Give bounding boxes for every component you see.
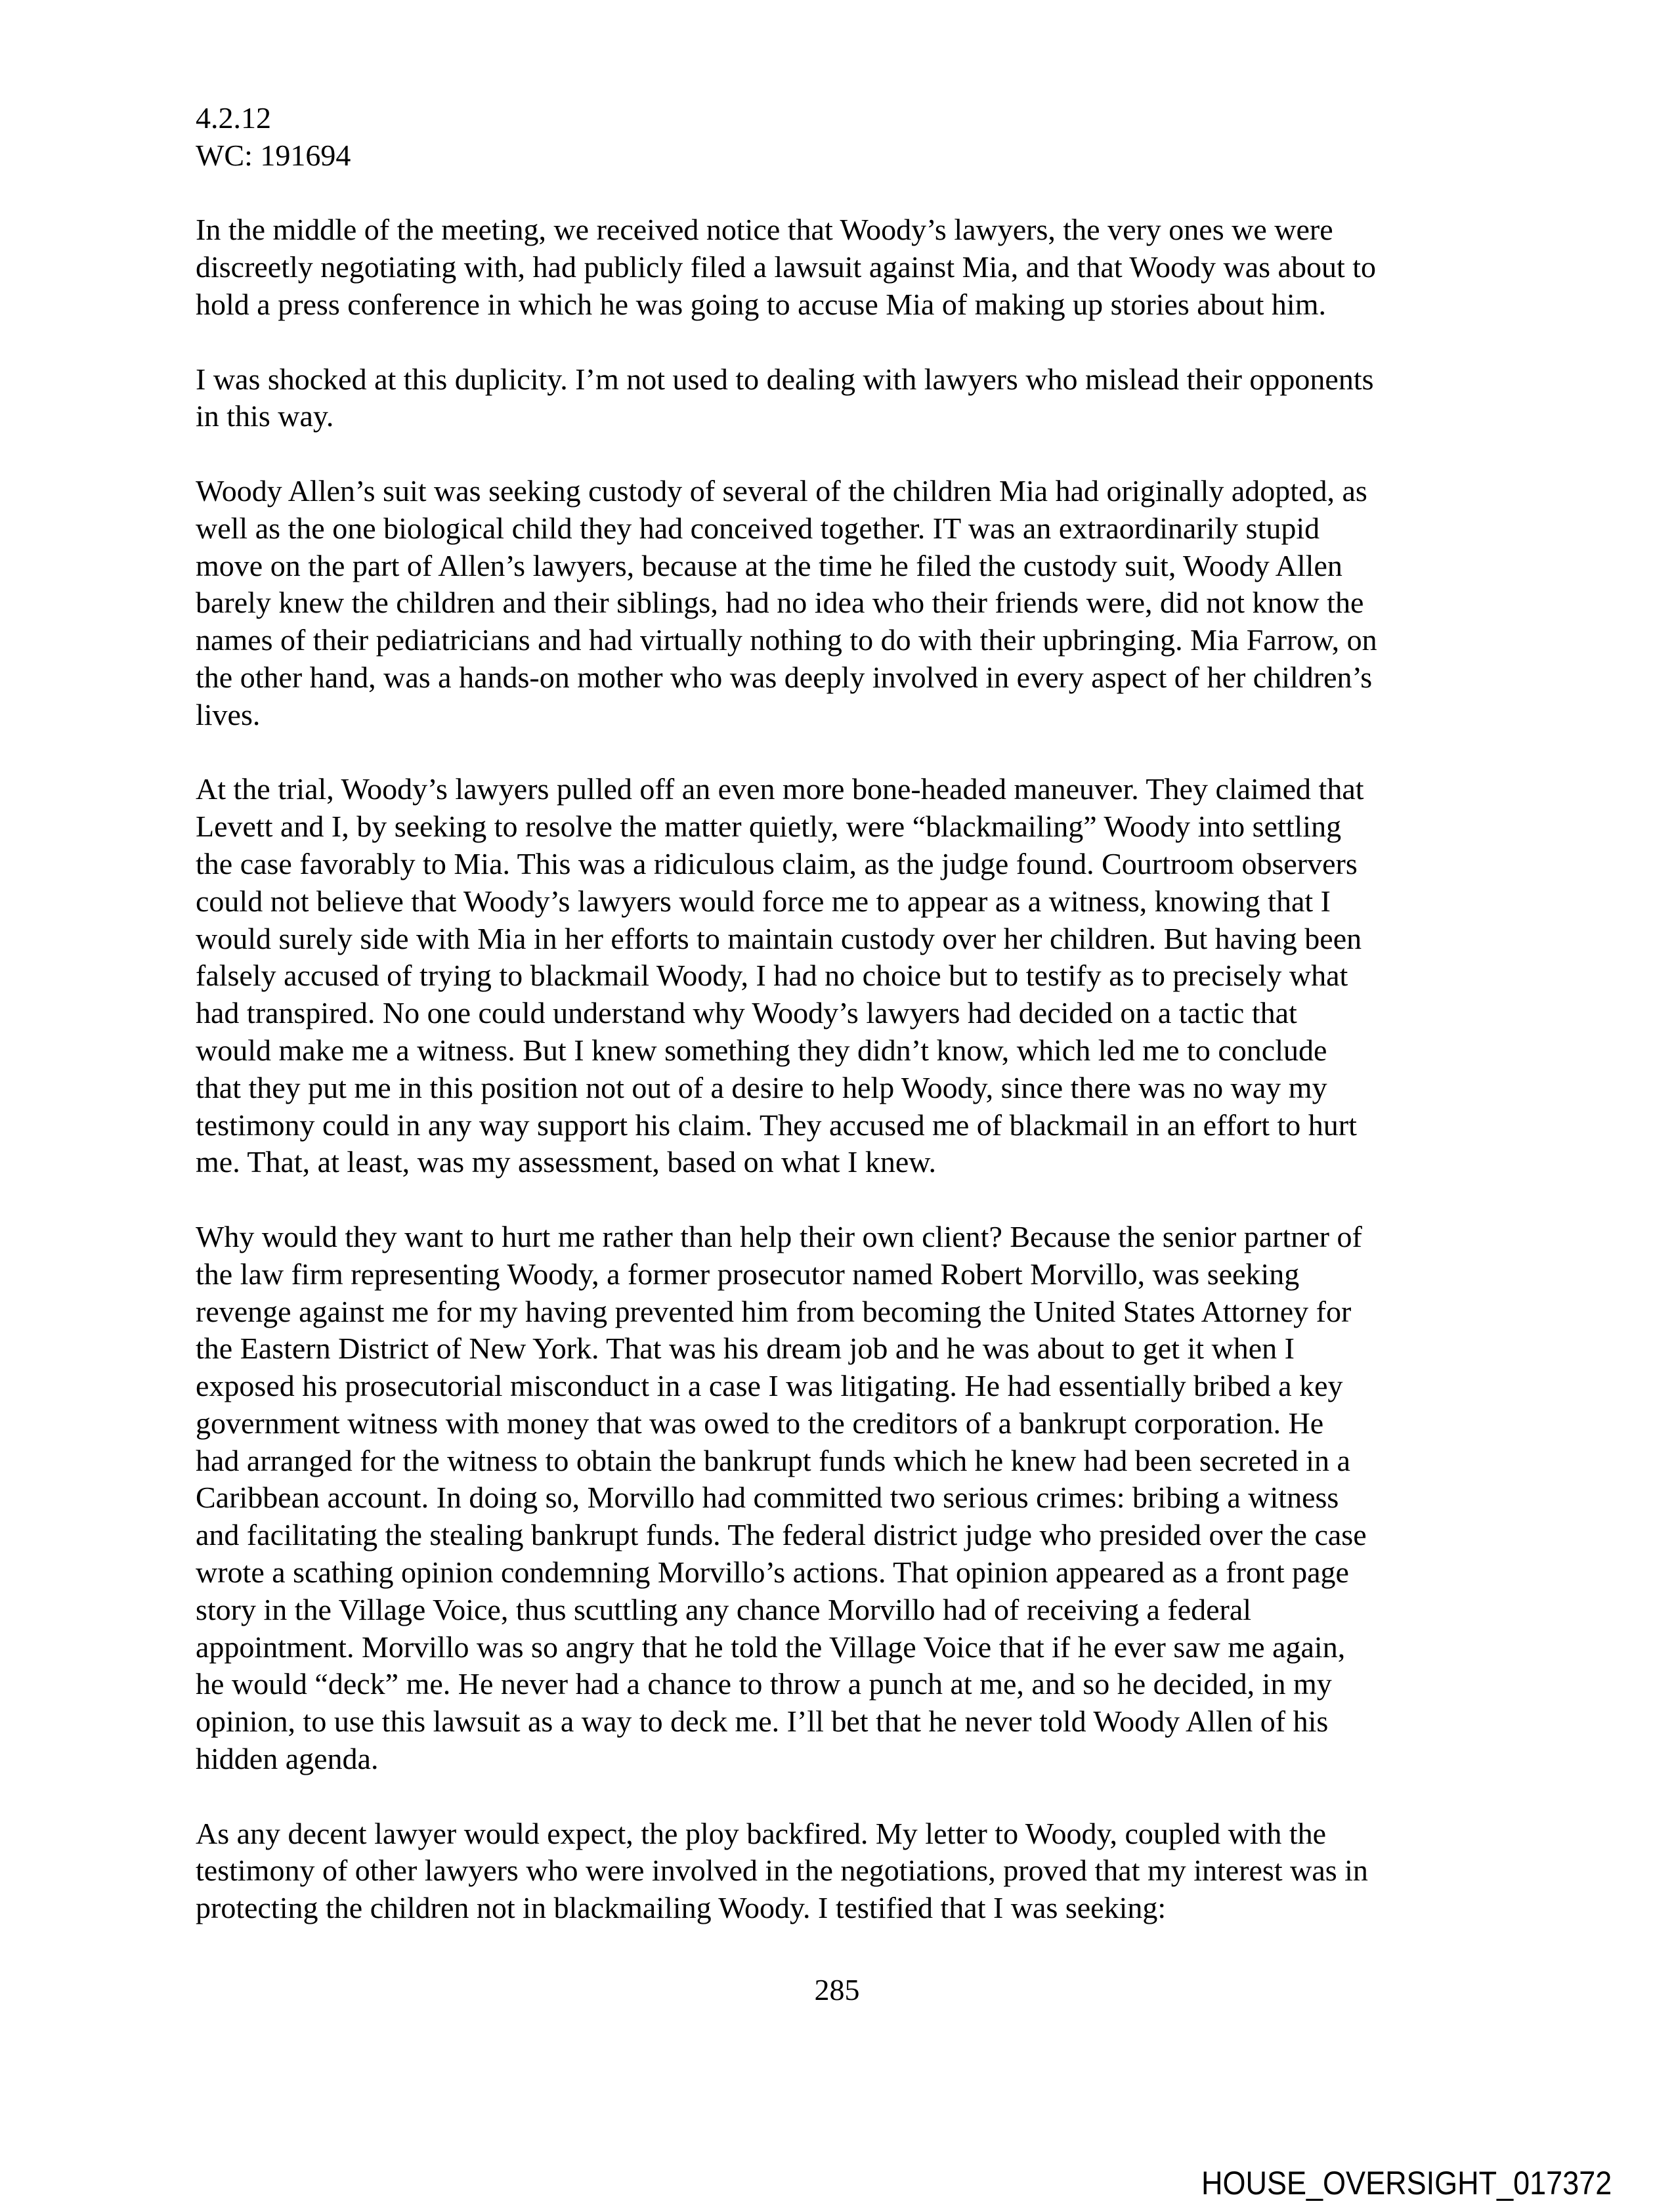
text-line: falsely accused of trying to blackmail Woody, I had no choice but to testify as to precisely what — [196, 959, 1348, 993]
document-header — [196, 100, 1482, 175]
text-line: story in the Village Voice, thus scuttling any chance Morvillo had of receiving a federal — [196, 1592, 1252, 1626]
text-line: would surely side with Mia in her efforts to maintain custody over her children. But having been — [196, 921, 1362, 955]
text-line: had transpired. No one could understand why Woody’s lawyers had decided on a tactic that — [196, 996, 1297, 1030]
text-line: In the middle of the meeting, we received notice that Woody’s lawyers, the very ones we were — [196, 213, 1333, 247]
paragraph — [196, 473, 1482, 734]
text-line: and facilitating the stealing bankrupt funds. The federal district judge who presided over the case — [196, 1518, 1367, 1552]
paragraphs — [196, 211, 1482, 1927]
text-line: exposed his prosecutorial misconduct in a case I was litigating. He had essentially bribed a key — [196, 1369, 1343, 1403]
paragraph — [196, 771, 1482, 1181]
text-line: protecting the children not in blackmailing Woody. I testified that I was seeking: — [196, 1891, 1167, 1925]
paragraph — [196, 1815, 1482, 1927]
bates-number: HOUSE_OVERSIGHT_017372 — [1201, 2165, 1612, 2201]
text-line: revenge against me for my having prevented him from becoming the United States Attorney for — [196, 1294, 1352, 1328]
text-line: the Eastern District of New York. That was his dream job and he was about to get it when I — [196, 1332, 1295, 1366]
text-line: Caribbean account. In doing so, Morvillo had committed two serious crimes: bribing a witness — [196, 1481, 1339, 1515]
text-line: had arranged for the witness to obtain the bankrupt funds which he knew had been secreted in a — [196, 1443, 1350, 1477]
text-line: I was shocked at this duplicity. I’m not used to dealing with lawyers who mislead their opponents — [196, 362, 1374, 396]
text-line: in this way. — [196, 399, 334, 433]
text-line: Why would they want to hurt me rather than help their own client? Because the senior partner of — [196, 1219, 1362, 1253]
word-count-line: WC: 191694 — [196, 138, 351, 172]
text-line: As any decent lawyer would expect, the ploy backfired. My letter to Woody, coupled with the — [196, 1816, 1327, 1850]
text-line: appointment. Morvillo was so angry that he told the Village Voice that if he ever saw me again, — [196, 1630, 1346, 1664]
paragraph — [196, 361, 1482, 436]
document-body — [196, 100, 1482, 1964]
text-line: government witness with money that was owed to the creditors of a bankrupt corporation. He — [196, 1406, 1324, 1440]
text-line: he would “deck” me. He never had a chance to throw a punch at me, and so he decided, in my — [196, 1667, 1332, 1701]
text-line: hold a press conference in which he was going to accuse Mia of making up stories about him. — [196, 287, 1326, 321]
text-line: move on the part of Allen’s lawyers, because at the time he filed the custody suit, Woody Allen — [196, 548, 1342, 582]
text-line: testimony of other lawyers who were involved in the negotiations, proved that my interest was in — [196, 1854, 1368, 1888]
date-line: 4.2.12 — [196, 101, 271, 135]
text-line: the case favorably to Mia. This was a ridiculous claim, as the judge found. Courtroom observers — [196, 846, 1358, 880]
text-line: could not believe that Woody’s lawyers would force me to appear as a witness, knowing that I — [196, 884, 1331, 918]
text-line: wrote a scathing opinion condemning Morvillo’s actions. That opinion appeared as a front page — [196, 1555, 1349, 1590]
text-line: well as the one biological child they had conceived together. IT was an extraordinarily stupid — [196, 511, 1320, 545]
text-line: me. That, at least, was my assessment, based on what I knew. — [196, 1145, 937, 1179]
text-line: testimony could in any way support his claim. They accused me of blackmail in an effort to hurt — [196, 1108, 1357, 1142]
text-line: the law firm representing Woody, a former prosecutor named Robert Morvillo, was seeking — [196, 1257, 1300, 1291]
text-line: would make me a witness. But I knew something they didn’t know, which led me to conclude — [196, 1033, 1327, 1067]
text-line: At the trial, Woody’s lawyers pulled off an even more bone-headed maneuver. They claimed that — [196, 772, 1364, 806]
text-line: lives. — [196, 697, 261, 731]
text-line: Woody Allen’s suit was seeking custody of several of the children Mia had originally adopted, as — [196, 473, 1367, 508]
text-line: the other hand, was a hands-on mother who was deeply involved in every aspect of her children’s — [196, 660, 1373, 694]
text-line: barely knew the children and their siblings, had no idea who their friends were, did not know the — [196, 586, 1364, 620]
text-line: discreetly negotiating with, had publicly filed a lawsuit against Mia, and that Woody was about to — [196, 250, 1377, 284]
page-number: 285 — [814, 1973, 860, 2006]
text-line: names of their pediatricians and had virtually nothing to do with their upbringing. Mia Farrow, on — [196, 623, 1377, 657]
text-line: that they put me in this position not out of a desire to help Woody, since there was no way my — [196, 1070, 1327, 1104]
paragraph — [196, 1219, 1482, 1778]
text-line: Levett and I, by seeking to resolve the matter quietly, were “blackmailing” Woody into settling — [196, 810, 1342, 844]
paragraph — [196, 211, 1482, 323]
text-line: opinion, to use this lawsuit as a way to deck me. I’ll bet that he never told Woody Allen of his — [196, 1704, 1329, 1739]
text-line: hidden agenda. — [196, 1742, 379, 1776]
